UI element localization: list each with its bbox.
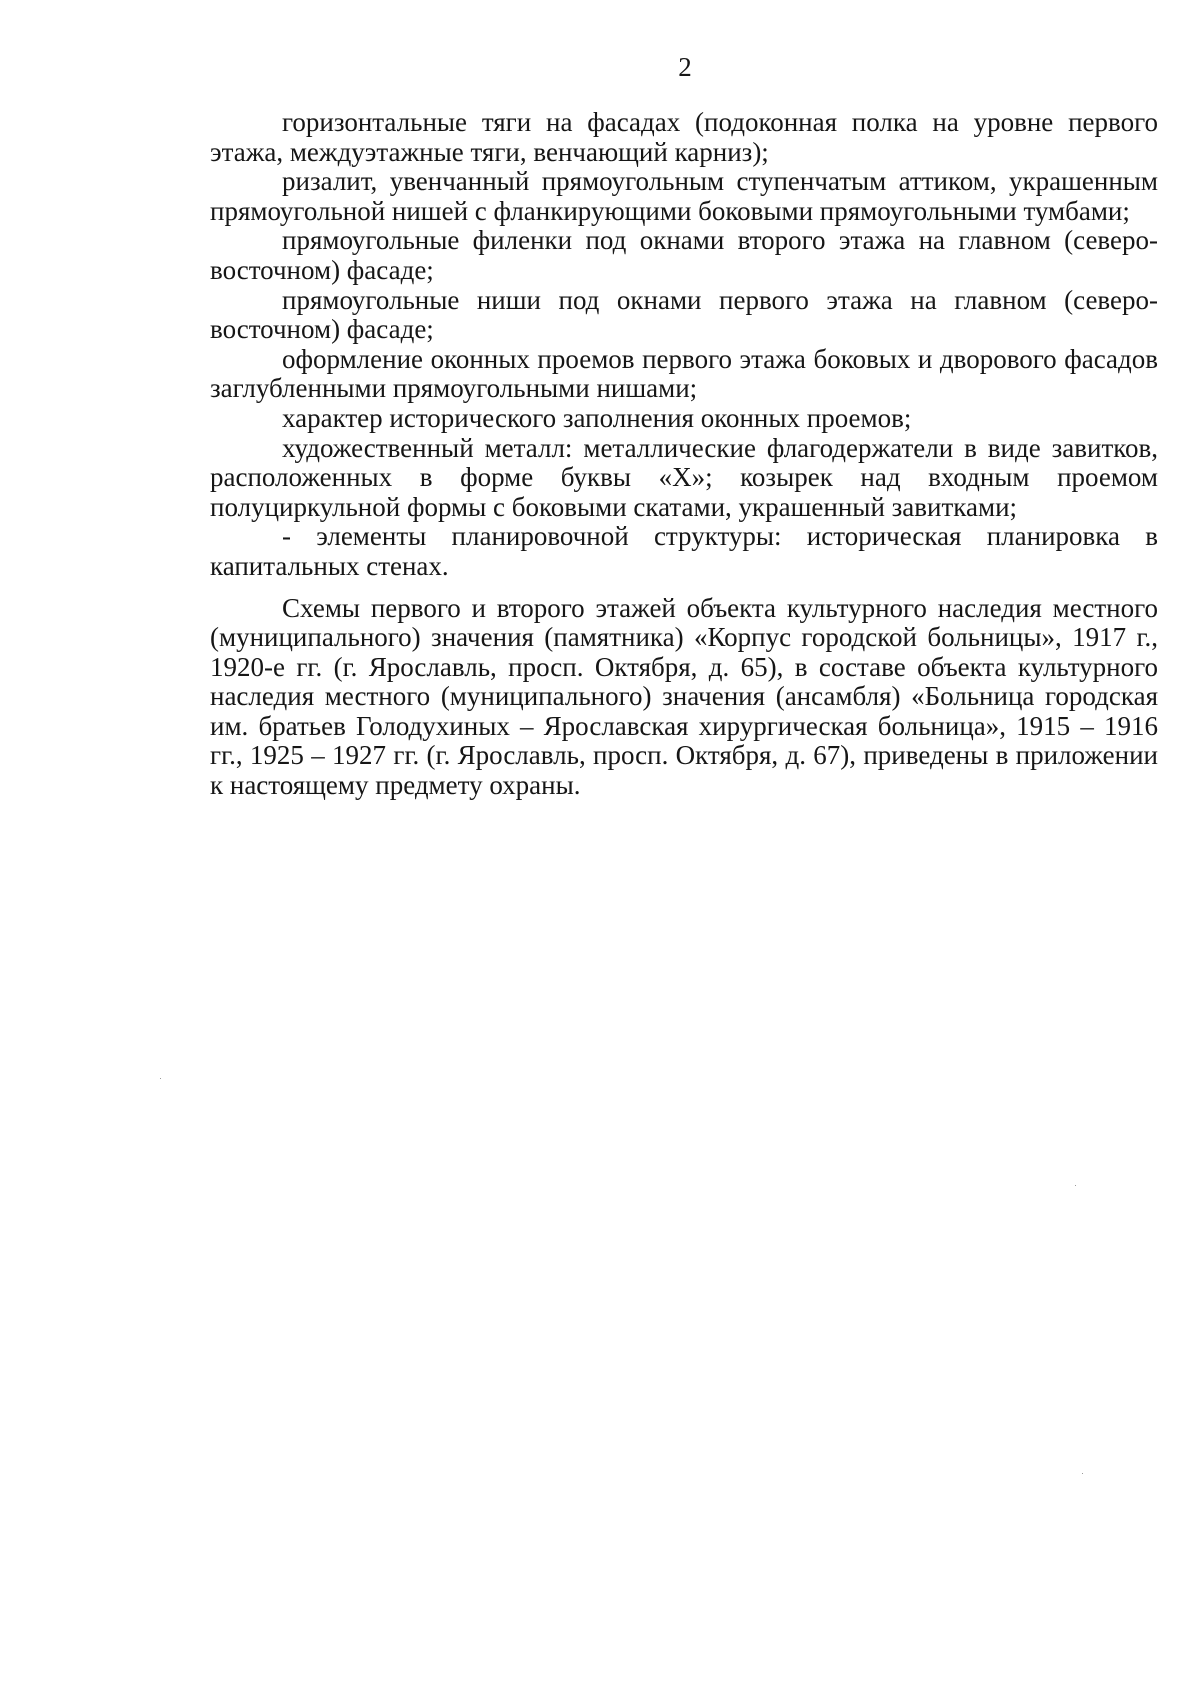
paragraph-panels-second-floor: прямоугольные филенки под окнами второго этажа на главном (северо-восточном) фасаде; [210, 225, 1158, 285]
document-body [210, 108, 1158, 801]
scan-speck [160, 1078, 161, 1079]
paragraph-window-fill: характер исторического заполнения оконных проемов; [282, 402, 912, 433]
scan-speck [1082, 1473, 1083, 1474]
paragraph-planning-structure: - элементы планировочной структуры: историческая планировка в капитальных стенах. [210, 521, 1158, 581]
paragraph-risalit: ризалит, увенчанный прямоугольным ступенчатым аттиком, украшенным прямоугольной нишей с фланкирующими боковыми прямоугольными тумбами; [210, 166, 1158, 226]
scan-speck [1075, 1185, 1076, 1186]
paragraph-decorative-metal: художественный металл: металлические флагодержатели в виде завитков, расположенных в форме буквы «Х»; козырек над входным проемом полуциркульной формы с боковыми скатами, украшенный завитками; [210, 432, 1158, 522]
paragraph-floor-plans-note: Схемы первого и второго этажей объекта культурного наследия местного (муниципального) значения (памятника) «Корпус городской больницы», 1917 г., 1920-е гг. (г. Ярославль, просп. Октября, д. 65), в составе объекта культурного наследия местного (муниципального) значения (ансамбля) «Больница городская им. братьев Голодухиных – Ярославская хирургическая больница», 1915 – 1916 гг., 1925 – 1927 гг. (г. Ярославль, просп. Октября, д. 67), приведены в приложении к настоящему предмету охраны. [210, 592, 1158, 801]
paragraph-horizontal-cornices: горизонтальные тяги на фасадах (подоконная полка на уровне первого этажа, междуэтажные тяги, венчающий карниз); [210, 107, 1158, 167]
paragraph-niches-first-floor: прямоугольные ниши под окнами первого этажа на главном (северо-восточном) фасаде; [210, 284, 1158, 345]
page-number: 2 [678, 52, 692, 82]
paragraph-window-openings: оформление оконных проемов первого этажа боковых и дворового фасадов заглубленными прямоугольными нишами; [210, 343, 1158, 404]
